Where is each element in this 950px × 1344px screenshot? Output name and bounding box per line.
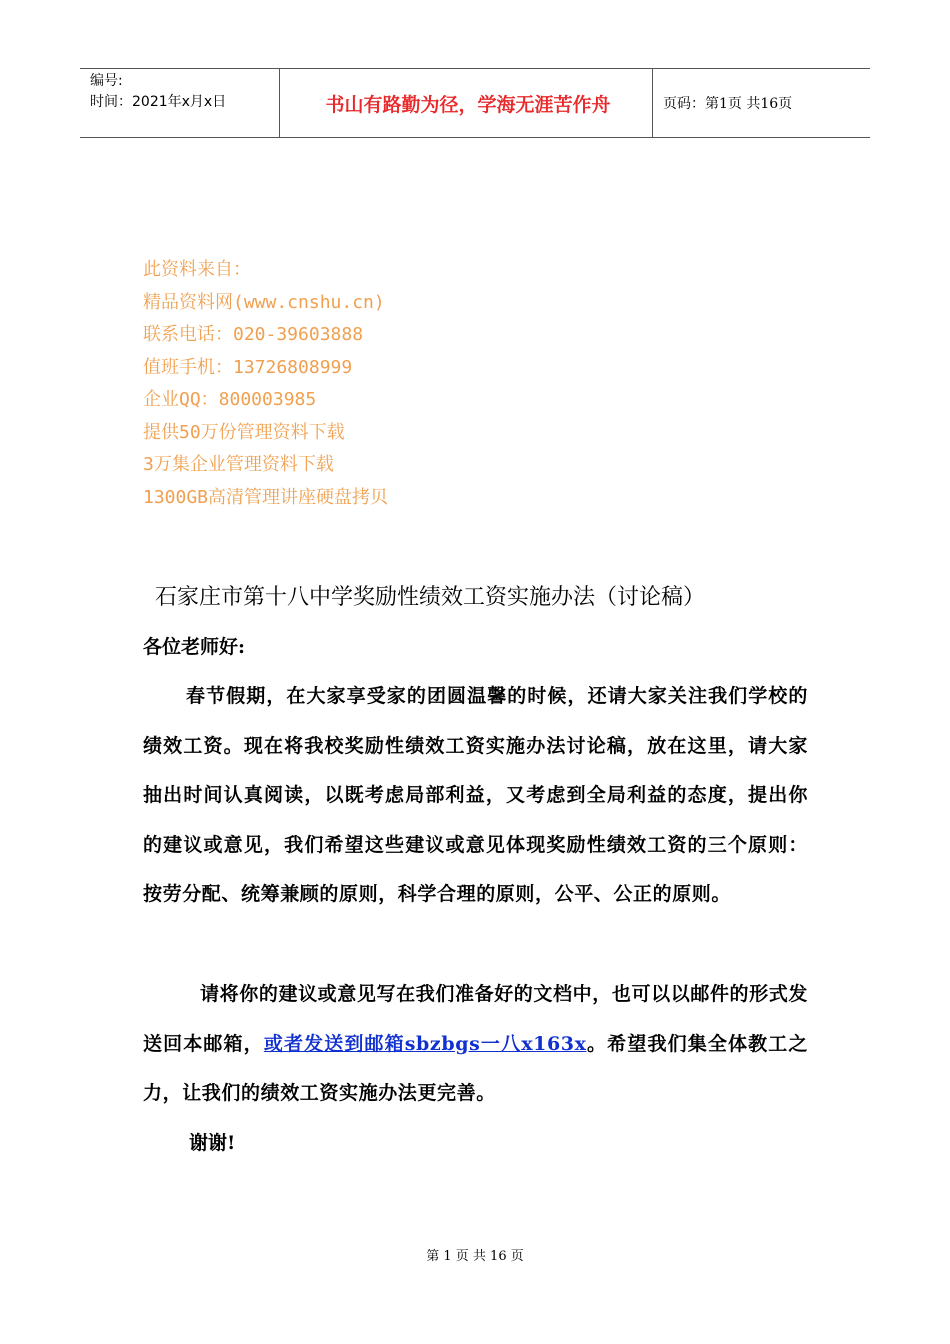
source-info — [143, 254, 388, 514]
thanks-text: 谢谢! — [189, 1132, 236, 1154]
source-line: 提供50万份管理资料下载 — [143, 421, 345, 443]
source-line: 3万集企业管理资料下载 — [143, 454, 334, 475]
source-line: 1300GB高清管理讲座硬盘拷贝 — [143, 486, 389, 508]
source-line: 精品资料网(www.cnshu.cn) — [143, 291, 385, 313]
page-footer: 第 1 页 共 16 页 — [426, 1249, 524, 1264]
greeting: 各位老师好: — [143, 636, 246, 658]
source-line: 此资料来自： — [143, 259, 251, 280]
header-meta — [80, 69, 280, 137]
source-line: 值班手机：13726808999 — [143, 356, 353, 378]
time-label: 时间：2021年x月x日 — [90, 94, 227, 110]
header-motto: 书山有路勤为径，学海无涯苦作舟 — [280, 69, 653, 137]
paragraph-1: 春节假期，在大家享受家的团圆温馨的时候，还请大家关注我们学校的绩效工资。现在将我校奖励性绩效工资实施办法讨论稿，放在这里，请大家抽出时间认真阅读，以既考虑局部利益，又考虑到全局利益的态度，提出你的建议或意见，我们希望这些建议或意见体现奖励性绩效工资的三个原则：按劳分配、统筹兼顾的原则，科学合理的原则，公平、公正的原则。 — [143, 685, 808, 905]
source-line: 企业QQ：800003985 — [143, 389, 317, 410]
paragraph-2 — [143, 970, 808, 1119]
email-link[interactable]: 或者发送到邮箱sbzbgs一八x163x — [263, 1032, 587, 1055]
paragraph-2-end: 。希望我们集全体教工之力，让我们的绩效工资实施办法更完善。 — [143, 1032, 808, 1104]
header-page-info: 页码：第1页 共16页 — [663, 96, 793, 112]
source-line: 联系电话：020-39603888 — [143, 324, 364, 345]
page-header — [80, 68, 870, 138]
document-title: 石家庄市第十八中学奖励性绩效工资实施办法（讨论稿） — [155, 585, 706, 610]
paragraph-2-start: 请将你的建议或意见写在我们准备好的文档中，也可以以邮件的形式发送回本邮箱， — [143, 983, 808, 1055]
number-label: 编号: — [90, 73, 123, 89]
